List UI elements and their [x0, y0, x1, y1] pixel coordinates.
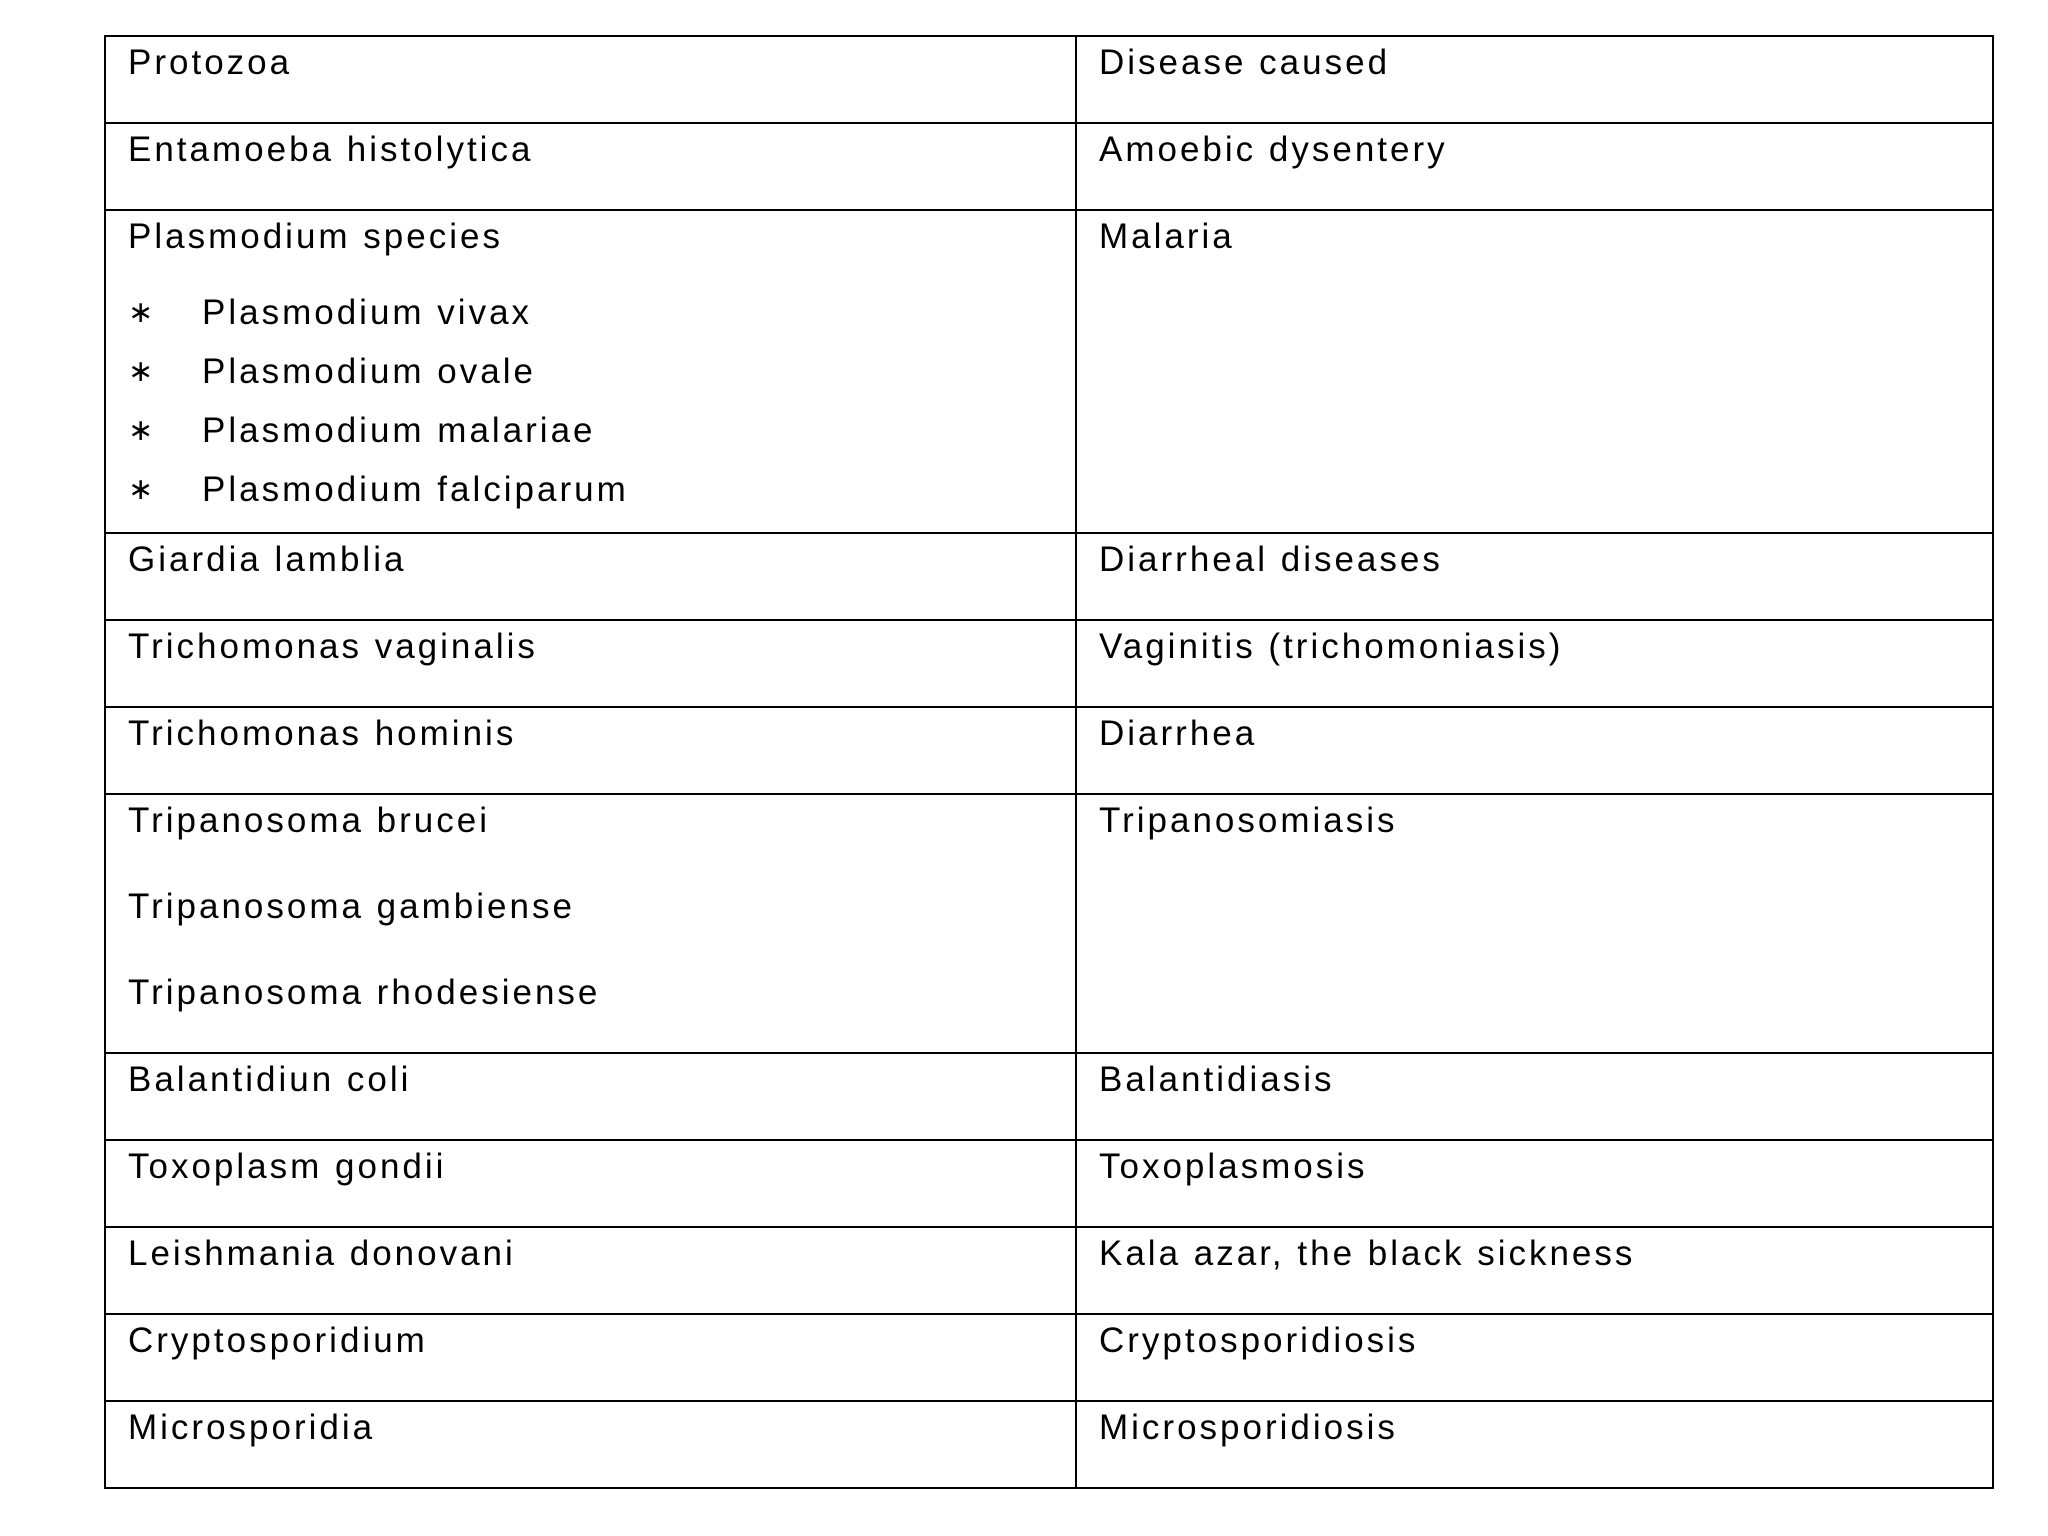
- protozoa-cell: [105, 1053, 1076, 1140]
- disease-name: Cryptosporidiosis: [1099, 1321, 1419, 1360]
- disease-name: Toxoplasmosis: [1099, 1147, 1368, 1186]
- disease-name: Diarrhea: [1099, 714, 1258, 753]
- species-list: [128, 292, 1055, 528]
- disease-cell: [1076, 794, 1993, 1053]
- disease-cell: [1076, 1227, 1993, 1314]
- disease-cell: [1076, 210, 1993, 533]
- protozoa-cell: [105, 210, 1076, 533]
- table-row: [105, 533, 1993, 620]
- table-row: [105, 1140, 1993, 1227]
- protozoa-cell: [105, 707, 1076, 794]
- protozoa-name: Tripanosoma brucei: [128, 801, 491, 840]
- bullet-asterisk-icon: ∗: [128, 355, 157, 388]
- protozoa-name: Toxoplasm gondii: [128, 1147, 447, 1186]
- protozoa-name: Plasmodium species: [128, 217, 503, 256]
- protozoa-name: Trichomonas hominis: [128, 714, 517, 753]
- bullet-asterisk-icon: ∗: [128, 296, 157, 329]
- disease-name: Malaria: [1099, 217, 1235, 256]
- table-row: [105, 210, 1993, 533]
- header-protozoa-cell: [105, 36, 1076, 123]
- protozoa-name: Tripanosoma gambiense: [128, 887, 575, 926]
- table-row: [105, 1401, 1993, 1488]
- list-item: [128, 469, 1055, 528]
- protozoa-name: Cryptosporidium: [128, 1321, 428, 1360]
- table-row: [105, 1053, 1993, 1140]
- disease-name: Diarrheal diseases: [1099, 540, 1443, 579]
- disease-name: Kala azar, the black sickness: [1099, 1234, 1636, 1273]
- table-row: [105, 620, 1993, 707]
- disease-name: Microsporidiosis: [1099, 1408, 1398, 1447]
- disease-cell: [1076, 1401, 1993, 1488]
- disease-cell: [1076, 1314, 1993, 1401]
- protozoa-cell: [105, 620, 1076, 707]
- protozoa-cell: [105, 1227, 1076, 1314]
- bullet-asterisk-icon: ∗: [128, 414, 157, 447]
- table-header-row: [105, 36, 1993, 123]
- disease-cell: [1076, 707, 1993, 794]
- species-name: Plasmodium malariae: [202, 411, 596, 450]
- disease-cell: [1076, 620, 1993, 707]
- protozoa-cell: [105, 1314, 1076, 1401]
- disease-cell: [1076, 1140, 1993, 1227]
- protozoa-name: Tripanosoma rhodesiense: [128, 973, 601, 1012]
- protozoa-name: Balantidiun coli: [128, 1060, 412, 1099]
- table-row: [105, 123, 1993, 210]
- header-disease-cell: [1076, 36, 1993, 123]
- table-row: [105, 794, 1993, 1053]
- list-item: [128, 292, 1055, 351]
- protozoa-name: Microsporidia: [128, 1408, 376, 1447]
- disease-name: Balantidiasis: [1099, 1060, 1335, 1099]
- species-name: Plasmodium falciparum: [202, 470, 629, 509]
- disease-cell: [1076, 533, 1993, 620]
- disease-name: Vaginitis (trichomoniasis): [1099, 627, 1564, 666]
- protozoa-cell: [105, 533, 1076, 620]
- disease-cell: [1076, 1053, 1993, 1140]
- table-row: [105, 1314, 1993, 1401]
- species-name: Plasmodium vivax: [202, 293, 533, 332]
- disease-name: Amoebic dysentery: [1099, 130, 1448, 169]
- protozoa-name: Giardia lamblia: [128, 540, 407, 579]
- disease-cell: [1076, 123, 1993, 210]
- bullet-asterisk-icon: ∗: [128, 473, 157, 506]
- list-item: [128, 410, 1055, 469]
- list-item: [128, 351, 1055, 410]
- header-disease: Disease caused: [1099, 43, 1391, 82]
- species-name: Plasmodium ovale: [202, 352, 536, 391]
- protozoa-cell: [105, 1140, 1076, 1227]
- protozoa-cell: [105, 1401, 1076, 1488]
- table-row: [105, 707, 1993, 794]
- protozoa-cell: [105, 123, 1076, 210]
- protozoa-name: Entamoeba histolytica: [128, 130, 534, 169]
- protozoa-cell: [105, 794, 1076, 1053]
- protozoa-name: Trichomonas vaginalis: [128, 627, 538, 666]
- disease-name: Tripanosomiasis: [1099, 801, 1398, 840]
- table-row: [105, 1227, 1993, 1314]
- protozoa-name: Leishmania donovani: [128, 1234, 516, 1273]
- protozoa-disease-table: [104, 35, 1994, 1489]
- header-protozoa: Protozoa: [128, 43, 293, 82]
